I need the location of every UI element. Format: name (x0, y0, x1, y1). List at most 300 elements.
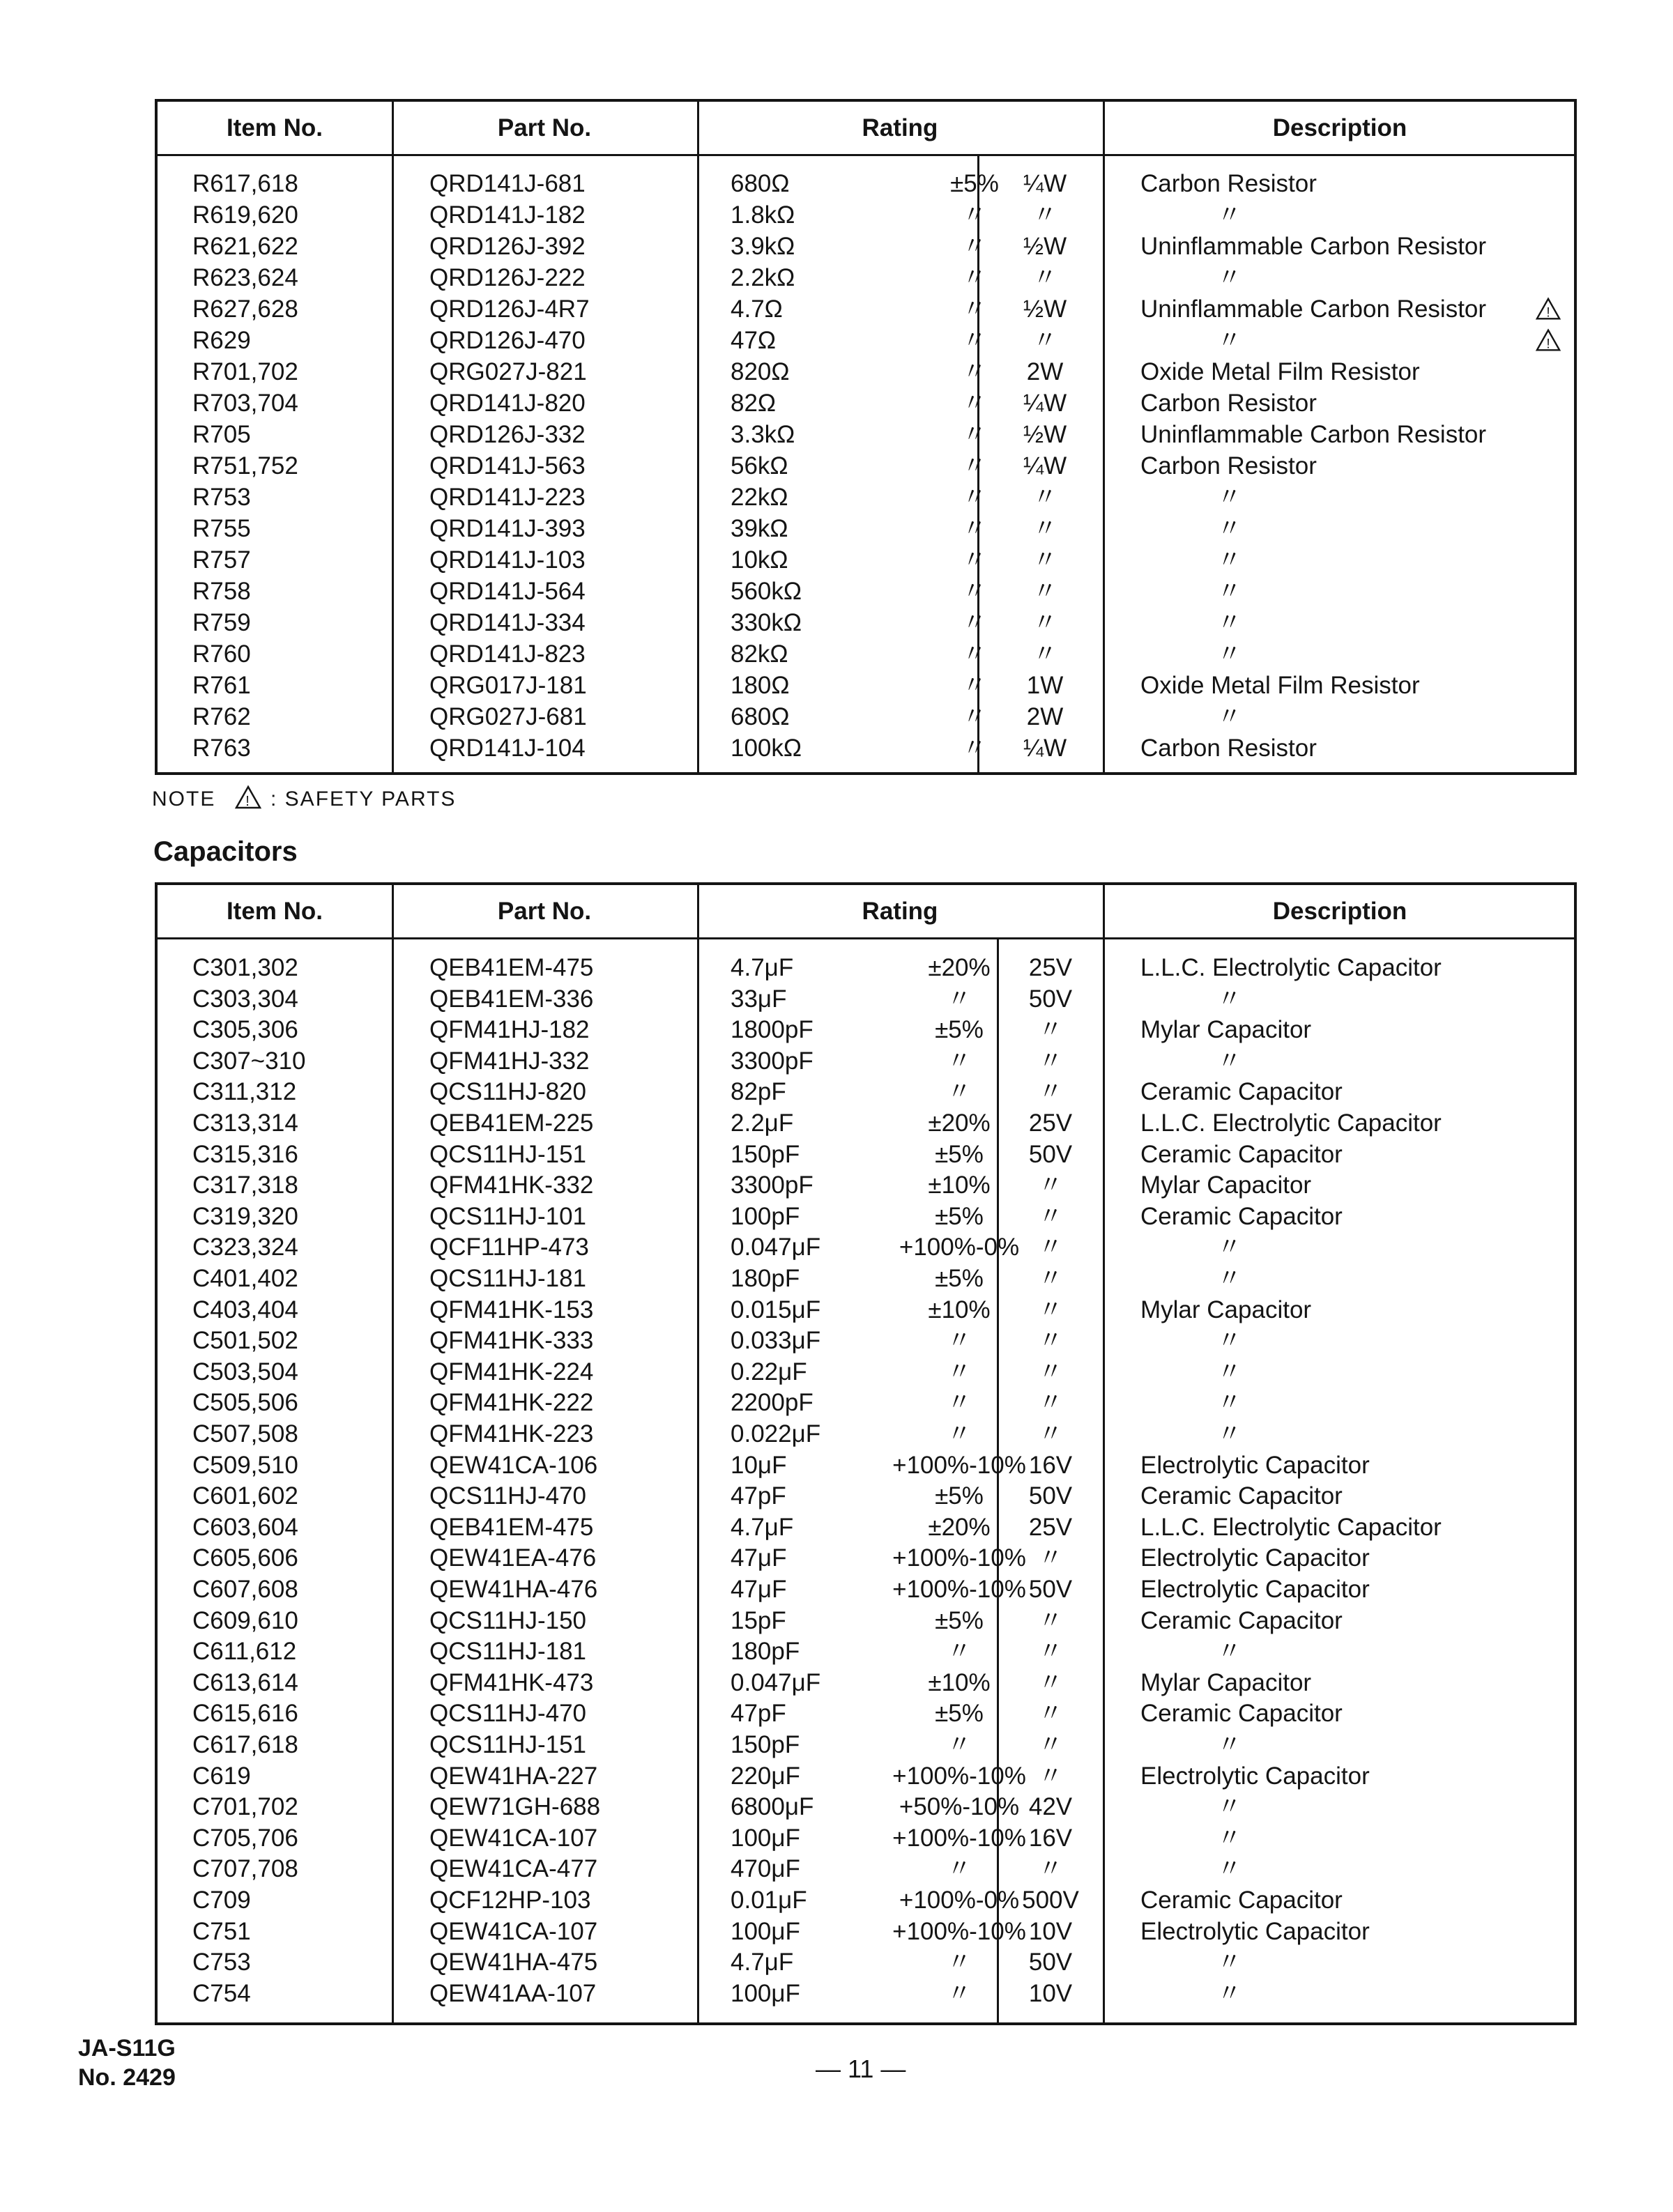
description: L.L.C. Electrolytic Capacitor (1140, 954, 1442, 981)
part-no: QRD126J-222 (429, 264, 586, 291)
rating-voltage: 〃 (1038, 1358, 1063, 1385)
table-row (158, 1356, 1574, 1388)
item-no: C611,612 (192, 1638, 297, 1666)
rating-power: 1W (1026, 672, 1064, 699)
rating-voltage: 〃 (1038, 1078, 1063, 1106)
rating-power: ½W (1023, 295, 1067, 323)
table-row (158, 1418, 1574, 1450)
rating-power: 2W (1026, 358, 1064, 385)
rating-value: 180pF (731, 1265, 800, 1292)
item-no: C301,302 (192, 954, 298, 981)
part-no: QEW41CA-107 (429, 1917, 598, 1945)
description: L.L.C. Electrolytic Capacitor (1140, 1109, 1442, 1137)
item-no: C751 (192, 1917, 251, 1945)
description: 〃 (1217, 1731, 1242, 1758)
document-number: No. 2429 (78, 2064, 176, 2091)
description: 〃 (1217, 1638, 1242, 1666)
rating-value: 3300pF (731, 1172, 813, 1199)
description: 〃 (1217, 1047, 1242, 1075)
rating-value: 220μF (731, 1762, 800, 1790)
rating-value: 3300pF (731, 1047, 813, 1075)
rating-voltage: 25V (1028, 1513, 1073, 1541)
item-no: C403,404 (192, 1296, 298, 1323)
table-row (158, 1387, 1574, 1418)
part-no: QFM41HK-224 (429, 1358, 594, 1385)
description: 〃 (1217, 703, 1242, 730)
rating-voltage: 〃 (1038, 1234, 1063, 1261)
description: Ceramic Capacitor (1140, 1078, 1343, 1106)
table-row (158, 1822, 1574, 1854)
rating-tolerance: 〃 (947, 1420, 972, 1447)
rating-tolerance: 〃 (962, 421, 987, 448)
rating-tolerance: +100%-10% (892, 1576, 1026, 1603)
rating-value: 100μF (731, 1917, 800, 1945)
rating-tolerance: 〃 (962, 233, 987, 260)
rating-value: 4.7μF (731, 954, 794, 981)
rating-power: 〃 (1032, 640, 1057, 668)
rating-value: 150pF (731, 1731, 800, 1758)
rating-power: 〃 (1032, 609, 1057, 636)
page-number: — 11 — (816, 2054, 906, 2083)
table-row (158, 450, 1574, 482)
rating-value: 4.7Ω (731, 295, 783, 323)
part-no: QEB41EM-225 (429, 1109, 594, 1137)
item-no: R759 (192, 609, 251, 636)
table-row (158, 1045, 1574, 1077)
rating-tolerance: 〃 (947, 1979, 972, 2007)
part-no: QEB41EM-475 (429, 954, 594, 981)
rating-tolerance: 〃 (962, 609, 987, 636)
safety-warning-icon (1535, 328, 1561, 353)
rating-value: 180pF (731, 1638, 800, 1666)
item-no: C617,618 (192, 1731, 298, 1758)
description: Ceramic Capacitor (1140, 1202, 1343, 1230)
item-no: C603,604 (192, 1513, 298, 1541)
rating-tolerance: 〃 (962, 295, 987, 323)
rating-voltage: 〃 (1038, 1638, 1063, 1666)
description: Mylar Capacitor (1140, 1668, 1312, 1696)
part-no: QRD141J-564 (429, 578, 586, 605)
table-row (158, 1450, 1574, 1481)
rating-value: 100kΩ (731, 735, 802, 762)
rating-voltage: 50V (1028, 1949, 1073, 1976)
table-row (158, 670, 1574, 701)
table-row (158, 607, 1574, 638)
item-no: C305,306 (192, 1016, 298, 1044)
rating-tolerance: ±5% (950, 170, 999, 197)
item-no: C311,312 (192, 1078, 297, 1106)
item-no: R753 (192, 484, 251, 511)
table-row (158, 1946, 1574, 1978)
item-no: R758 (192, 578, 251, 605)
table-row (158, 1698, 1574, 1729)
description: Ceramic Capacitor (1140, 1606, 1343, 1634)
part-no: QEW41CA-477 (429, 1855, 598, 1883)
rating-voltage: 〃 (1038, 1265, 1063, 1292)
rating-tolerance: +100%-10% (892, 1762, 1026, 1790)
svg-text:!: ! (1546, 305, 1550, 321)
description: Ceramic Capacitor (1140, 1140, 1343, 1168)
table-row (158, 1667, 1574, 1698)
rating-value: 56kΩ (731, 452, 788, 479)
rating-tolerance: 〃 (947, 1389, 972, 1417)
part-no: QCS11HJ-101 (429, 1202, 587, 1230)
description: 〃 (1217, 546, 1242, 574)
item-no: C313,314 (192, 1109, 298, 1137)
rating-power: ¼W (1023, 390, 1067, 417)
part-no: QFM41HK-473 (429, 1668, 594, 1696)
description: Mylar Capacitor (1140, 1296, 1312, 1323)
rating-tolerance: 〃 (962, 484, 987, 511)
rating-tolerance: 〃 (962, 546, 987, 574)
rating-value: 330kΩ (731, 609, 802, 636)
part-no: QCS11HJ-820 (429, 1078, 587, 1106)
rating-value: 100pF (731, 1202, 800, 1230)
model-number: JA-S11G (78, 2035, 176, 2061)
description: Mylar Capacitor (1140, 1172, 1312, 1199)
note-text: : SAFETY PARTS (270, 788, 457, 811)
item-no: C707,708 (192, 1855, 298, 1883)
item-no: R761 (192, 672, 251, 699)
item-no: C315,316 (192, 1140, 298, 1168)
description: 〃 (1217, 1420, 1242, 1447)
part-no: QCF12HP-103 (429, 1887, 591, 1914)
rating-value: 47Ω (731, 327, 777, 354)
rating-tolerance: 〃 (962, 327, 987, 354)
table-row (158, 356, 1574, 387)
item-no: C613,614 (192, 1668, 298, 1696)
rating-voltage: 〃 (1038, 1327, 1063, 1355)
description: 〃 (1217, 1358, 1242, 1385)
description: 〃 (1217, 515, 1242, 542)
description: Uninflammable Carbon Resistor (1140, 295, 1487, 323)
item-no: C505,506 (192, 1389, 298, 1417)
table-header (158, 102, 1574, 156)
rating-power: 〃 (1032, 264, 1057, 291)
description: L.L.C. Electrolytic Capacitor (1140, 1513, 1442, 1541)
rating-tolerance: 〃 (962, 703, 987, 730)
description: Electrolytic Capacitor (1140, 1576, 1370, 1603)
item-no: C701,702 (192, 1793, 298, 1821)
rating-voltage: 〃 (1038, 1047, 1063, 1075)
part-no: QCS11HJ-470 (429, 1482, 587, 1510)
table-row (158, 168, 1574, 199)
table-row (158, 1201, 1574, 1232)
rating-power: 〃 (1032, 201, 1057, 229)
rating-tolerance: +100%-10% (892, 1824, 1026, 1852)
part-no: QFM41HJ-332 (429, 1047, 590, 1075)
table-row (158, 701, 1574, 732)
rating-voltage: 25V (1028, 954, 1073, 981)
item-no: R760 (192, 640, 251, 668)
rating-tolerance: ±5% (935, 1265, 984, 1292)
rating-tolerance: ±10% (928, 1296, 991, 1323)
rating-tolerance: ±5% (935, 1016, 984, 1044)
svg-text:!: ! (1546, 337, 1550, 352)
description: 〃 (1217, 1389, 1242, 1417)
rating-tolerance: 〃 (947, 1078, 972, 1106)
note-label: NOTE (152, 788, 216, 811)
description: 〃 (1217, 1793, 1242, 1821)
part-no: QRD141J-563 (429, 452, 586, 479)
part-no: QEW71GH-688 (429, 1793, 601, 1821)
rating-tolerance: 〃 (947, 1731, 972, 1758)
part-no: QEW41EA-476 (429, 1544, 597, 1572)
description: Carbon Resistor (1140, 452, 1317, 479)
rating-voltage: 50V (1028, 985, 1073, 1013)
item-no: C607,608 (192, 1576, 298, 1603)
table-row (158, 544, 1574, 576)
part-no: QCS11HJ-150 (429, 1606, 587, 1634)
description: Electrolytic Capacitor (1140, 1917, 1370, 1945)
description: 〃 (1217, 327, 1242, 354)
part-no: QRD141J-820 (429, 390, 586, 417)
part-no: QFM41HK-332 (429, 1172, 594, 1199)
rating-tolerance: 〃 (947, 1949, 972, 1976)
part-no: QEB41EM-475 (429, 1513, 594, 1541)
rating-tolerance: 〃 (962, 390, 987, 417)
rating-value: 1800pF (731, 1016, 813, 1044)
rating-value: 82kΩ (731, 640, 788, 668)
part-no: QEW41HA-475 (429, 1949, 598, 1976)
rating-tolerance: ±20% (928, 1513, 991, 1541)
rating-tolerance: ±20% (928, 954, 991, 981)
rating-tolerance: ±10% (928, 1668, 991, 1696)
rating-value: 15pF (731, 1606, 786, 1634)
rating-value: 0.01μF (731, 1887, 807, 1914)
rating-value: 150pF (731, 1140, 800, 1168)
rating-value: 6800μF (731, 1793, 814, 1821)
rating-value: 0.22μF (731, 1358, 807, 1385)
rating-value: 470μF (731, 1855, 800, 1883)
rating-voltage: 〃 (1038, 1202, 1063, 1230)
rating-voltage: 〃 (1038, 1606, 1063, 1634)
rating-value: 180Ω (731, 672, 790, 699)
rating-value: 2.2μF (731, 1109, 794, 1137)
item-no: R763 (192, 735, 251, 762)
rating-tolerance: +50%-10% (899, 1793, 1020, 1821)
part-no: QFM41HJ-182 (429, 1016, 590, 1044)
rating-voltage: 50V (1028, 1140, 1073, 1168)
part-no: QCS11HJ-470 (429, 1700, 587, 1728)
description: Oxide Metal Film Resistor (1140, 672, 1420, 699)
part-no: QEW41CA-106 (429, 1451, 598, 1479)
svg-text:!: ! (245, 794, 251, 809)
rating-value: 47pF (731, 1700, 786, 1728)
rating-tolerance: +100%-10% (892, 1544, 1026, 1572)
description: 〃 (1217, 201, 1242, 229)
table-row (158, 1512, 1574, 1543)
header-rating: Rating (862, 114, 938, 141)
rating-tolerance: 〃 (962, 452, 987, 479)
part-no: QCS11HJ-181 (429, 1638, 587, 1666)
rating-value: 3.3kΩ (731, 421, 795, 448)
rating-power: ½W (1023, 233, 1067, 260)
part-no: QRD141J-681 (429, 170, 586, 197)
rating-value: 82pF (731, 1078, 786, 1106)
rating-tolerance: 〃 (947, 985, 972, 1013)
item-no: R623,624 (192, 264, 298, 291)
part-no: QRD141J-182 (429, 201, 586, 229)
capacitors-section-title: Capacitors (153, 836, 298, 867)
rating-voltage: 16V (1028, 1824, 1073, 1852)
rating-value: 0.047μF (731, 1234, 821, 1261)
rating-tolerance: +100%-10% (892, 1917, 1026, 1945)
rating-voltage: 〃 (1038, 1296, 1063, 1323)
item-no: R617,618 (192, 170, 298, 197)
item-no: R621,622 (192, 233, 298, 260)
rating-value: 4.7μF (731, 1513, 794, 1541)
description: Uninflammable Carbon Resistor (1140, 421, 1487, 448)
rating-tolerance: ±5% (935, 1482, 984, 1510)
part-no: QRG027J-821 (429, 358, 587, 385)
description: 〃 (1217, 1949, 1242, 1976)
rating-value: 0.022μF (731, 1420, 821, 1447)
rating-value: 10kΩ (731, 546, 788, 574)
rating-voltage: 〃 (1038, 1700, 1063, 1728)
table-row (158, 1605, 1574, 1636)
item-no: C317,318 (192, 1172, 298, 1199)
description: 〃 (1217, 640, 1242, 668)
rating-tolerance: +100%-0% (899, 1234, 1020, 1261)
rating-tolerance: 〃 (962, 358, 987, 385)
rating-tolerance: 〃 (947, 1327, 972, 1355)
part-no: QRD141J-104 (429, 735, 586, 762)
rating-tolerance: 〃 (962, 672, 987, 699)
rating-voltage: 10V (1028, 1917, 1073, 1945)
rating-value: 0.033μF (731, 1327, 821, 1355)
rating-voltage: 10V (1028, 1979, 1073, 2007)
item-no: C303,304 (192, 985, 298, 1013)
table-row (158, 1014, 1574, 1045)
header-description: Description (1272, 898, 1407, 925)
item-no: R762 (192, 703, 251, 730)
rating-power: 〃 (1032, 578, 1057, 605)
part-no: QEW41HA-476 (429, 1576, 598, 1603)
description: Carbon Resistor (1140, 735, 1317, 762)
item-no: R705 (192, 421, 251, 448)
rating-power: 〃 (1032, 546, 1057, 574)
part-no: QCS11HJ-151 (429, 1731, 587, 1758)
header-description: Description (1272, 114, 1407, 141)
rating-tolerance: +100%-10% (892, 1451, 1026, 1479)
rating-voltage: 〃 (1038, 1544, 1063, 1572)
item-no: C609,610 (192, 1606, 298, 1634)
description: 〃 (1217, 264, 1242, 291)
rating-voltage: 〃 (1038, 1731, 1063, 1758)
item-no: R757 (192, 546, 251, 574)
rating-voltage: 25V (1028, 1109, 1073, 1137)
item-no: R629 (192, 327, 251, 354)
table-row (158, 419, 1574, 450)
description: Mylar Capacitor (1140, 1016, 1312, 1044)
item-no: C619 (192, 1762, 251, 1790)
part-no: QRD141J-103 (429, 546, 586, 574)
item-no: R701,702 (192, 358, 298, 385)
table-row (158, 1542, 1574, 1574)
rating-voltage: 〃 (1038, 1762, 1063, 1790)
table-row (158, 1076, 1574, 1107)
rating-value: 2200pF (731, 1389, 813, 1417)
rating-power: 2W (1026, 703, 1064, 730)
part-no: QCF11HP-473 (429, 1234, 589, 1261)
table-row (158, 1169, 1574, 1201)
description: Ceramic Capacitor (1140, 1700, 1343, 1728)
footer-model (78, 2034, 176, 2092)
table-row (158, 1263, 1574, 1294)
part-no: QRD141J-223 (429, 484, 586, 511)
rating-voltage: 〃 (1038, 1016, 1063, 1044)
item-no: C705,706 (192, 1824, 298, 1852)
description: Ceramic Capacitor (1140, 1887, 1343, 1914)
rating-value: 820Ω (731, 358, 790, 385)
rating-tolerance: 〃 (962, 735, 987, 762)
rating-tolerance: ±10% (928, 1172, 991, 1199)
description: 〃 (1217, 1327, 1242, 1355)
rating-tolerance: 〃 (962, 640, 987, 668)
part-no: QRD126J-470 (429, 327, 586, 354)
description: Electrolytic Capacitor (1140, 1451, 1370, 1479)
rating-tolerance: 〃 (962, 578, 987, 605)
capacitor-parts-table (155, 882, 1577, 2025)
table-row (158, 1884, 1574, 1916)
table-row (158, 387, 1574, 419)
part-no: QRG027J-681 (429, 703, 587, 730)
table-row (158, 1760, 1574, 1792)
item-no: C509,510 (192, 1451, 298, 1479)
rating-power: ½W (1023, 421, 1067, 448)
table-header (158, 885, 1574, 939)
rating-value: 680Ω (731, 703, 790, 730)
safety-warning-icon (1535, 296, 1561, 321)
item-no: R619,620 (192, 201, 298, 229)
part-no: QFM41HK-333 (429, 1327, 594, 1355)
rating-value: 560kΩ (731, 578, 802, 605)
rating-power: ¼W (1023, 170, 1067, 197)
rating-tolerance: ±20% (928, 1109, 991, 1137)
description: Ceramic Capacitor (1140, 1482, 1343, 1510)
table-row (158, 293, 1574, 325)
rating-tolerance: ±5% (935, 1202, 984, 1230)
description: Carbon Resistor (1140, 170, 1317, 197)
rating-voltage: 50V (1028, 1576, 1073, 1603)
rating-value: 2.2kΩ (731, 264, 795, 291)
rating-tolerance: 〃 (947, 1358, 972, 1385)
description: Electrolytic Capacitor (1140, 1762, 1370, 1790)
description: 〃 (1217, 1265, 1242, 1292)
item-no: R703,704 (192, 390, 298, 417)
header-item-no: Item No. (226, 114, 323, 141)
item-no: C709 (192, 1887, 251, 1914)
part-no: QRD141J-334 (429, 609, 586, 636)
item-no: R627,628 (192, 295, 298, 323)
description: Carbon Resistor (1140, 390, 1317, 417)
rating-value: 680Ω (731, 170, 790, 197)
description: 〃 (1217, 1979, 1242, 2007)
safety-note (152, 788, 457, 811)
resistor-parts-table (155, 99, 1577, 775)
item-no: C601,602 (192, 1482, 298, 1510)
table-row (158, 1231, 1574, 1263)
table-row (158, 1853, 1574, 1884)
table-row (158, 952, 1574, 983)
rating-power: 〃 (1032, 515, 1057, 542)
item-no: C615,616 (192, 1700, 298, 1728)
table-row (158, 576, 1574, 607)
rating-power: 〃 (1032, 327, 1057, 354)
part-no: QFM41HK-223 (429, 1420, 594, 1447)
rating-voltage: 〃 (1038, 1855, 1063, 1883)
